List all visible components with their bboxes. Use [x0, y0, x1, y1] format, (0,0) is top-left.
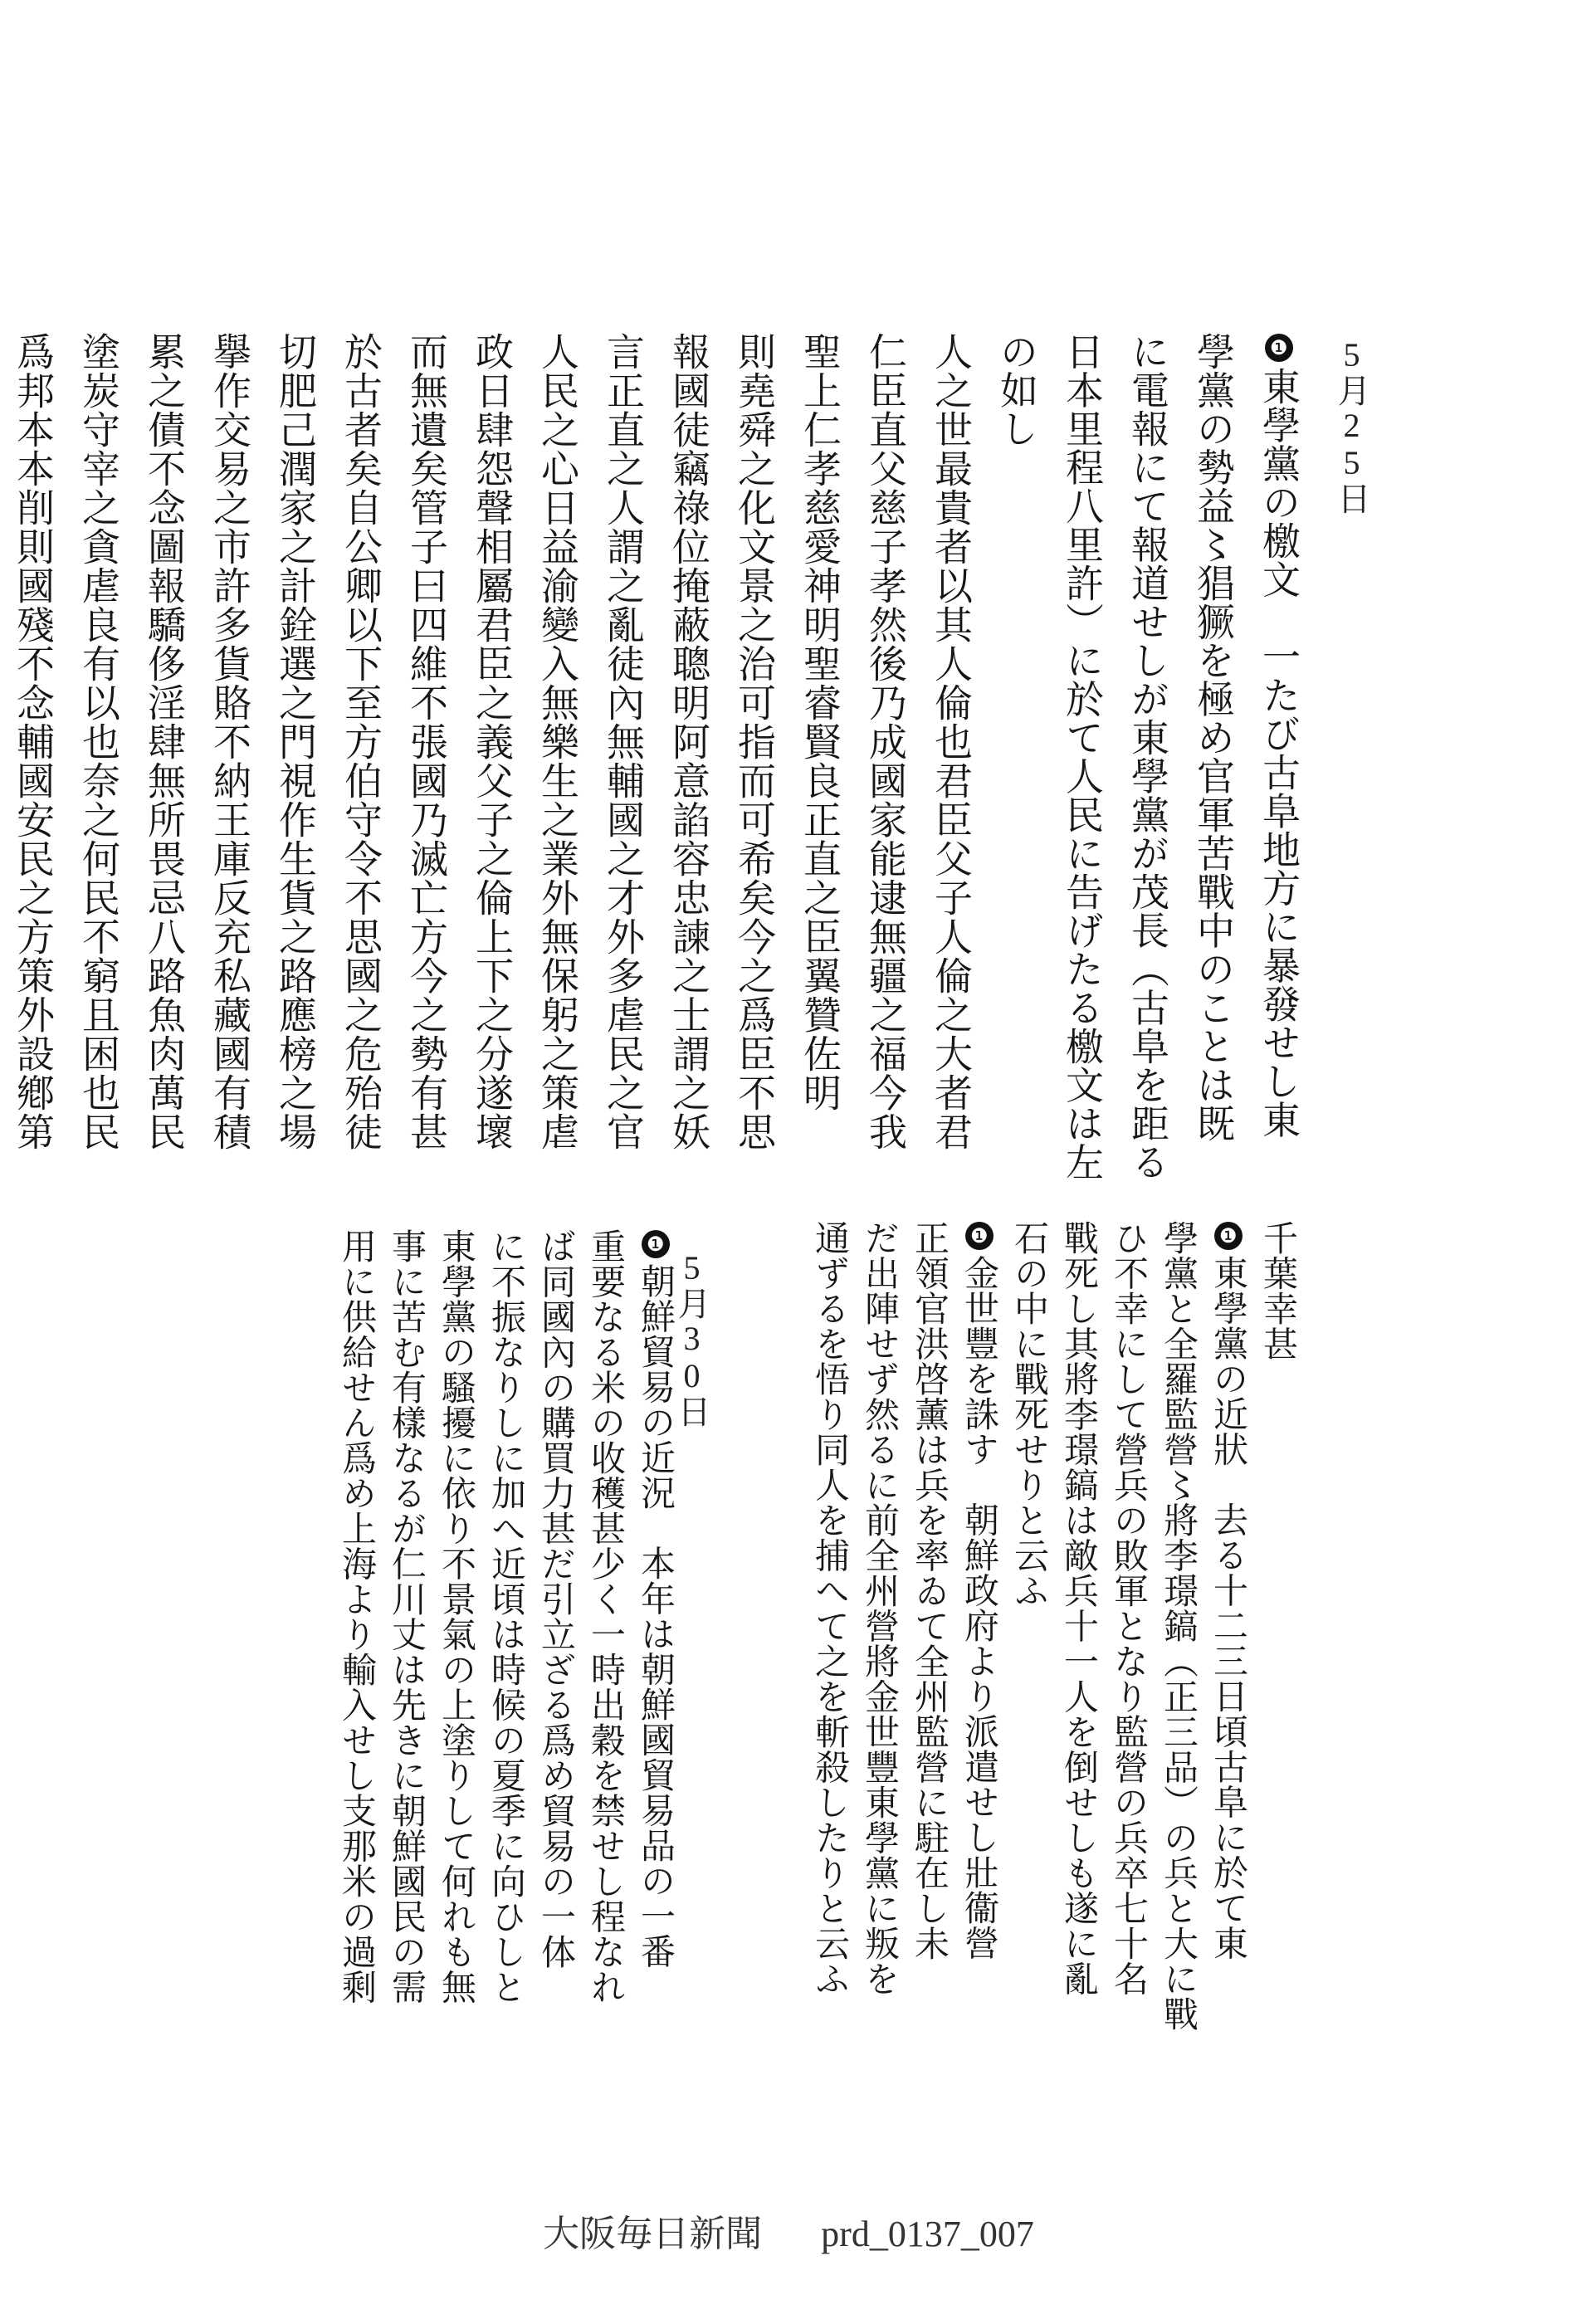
article-tonghak-status — [780, 1220, 1303, 2034]
page-footer — [0, 2204, 1577, 2257]
manifesto-column: 人之世最貴者以其人倫也君臣父子人倫之大者君 — [929, 332, 974, 1151]
manifesto-column: 聖上仁孝慈愛神明聖睿賢良正直之臣翼贊佐明 — [798, 332, 842, 1112]
manifesto-column: 累之債不念圖報驕侈淫肆無所畏忌八路魚肉萬民 — [142, 332, 187, 1151]
byline: 千葉幸甚 — [1258, 1220, 1299, 1361]
manifesto-column: 言正直之人謂之亂徒內無輔國之才外多虐民之官 — [601, 332, 646, 1151]
article-column: ば同國內の購買力甚だ引立ざる爲め貿易の一体 — [536, 1228, 577, 1970]
article-column: ❶東學黨の檄文 一たび古阜地方に暴發せし東 — [1246, 332, 1311, 1120]
article-column: 事に苦む有樣なるが仁川丈は先きに朝鮮國民の需 — [387, 1228, 427, 2004]
manifesto-column: 仁臣直父慈子孝然後乃成國家能逮無疆之福今我 — [863, 332, 908, 1151]
article-column: 戰死し其將李璟鎬は敵兵十一人を倒せしも遂に亂 — [1059, 1220, 1100, 1996]
bullet-icon: ❶ — [1214, 1222, 1243, 1250]
document-id: prd_0137_007 — [821, 2214, 1034, 2254]
article-column: 通ずるを悟り同人を捕へて之を斬殺したりと云ふ — [810, 1220, 851, 1996]
newspaper-name: 大阪毎日新聞 — [543, 2214, 763, 2254]
manifesto-column: 塗炭守宰之貪虐良有以也奈之何民不窮且困也民 — [76, 332, 121, 1151]
manifesto-column: 則堯舜之化文景之治可指而可希矣今之爲臣不思 — [732, 332, 777, 1151]
article-column: だ出陣せず然るに前全州營將金世豐東學黨に叛を — [860, 1220, 901, 1996]
article-korea-trade — [216, 1228, 681, 2034]
article-column: ❶朝鮮貿易の近況 本年は朝鮮國貿易品の一番 — [631, 1228, 681, 2034]
article-column: の如し — [994, 332, 1039, 448]
manifesto-column: 爲邦本本削則國殘不念輔國安民之方策外設鄕第 — [11, 332, 56, 1151]
date-may-30: 5月30日 — [673, 1249, 710, 1428]
article-column: 用に供給せん爲め上海より輸入せし支那米の過剩 — [337, 1228, 378, 2004]
manifesto-column: 人民之心日益渝變入無樂生之業外無保躬之策虐 — [535, 332, 580, 1151]
article-column: 學黨と全羅監營〻將李璟鎬（正三品）の兵と大に戰 — [1159, 1220, 1199, 2032]
bullet-icon: ❶ — [965, 1222, 994, 1250]
article-column: 東學黨の騷擾に依り不景氣の上塗りして何れも無 — [437, 1228, 477, 2004]
bullet-icon: ❶ — [642, 1230, 670, 1258]
bullet-icon: ❶ — [1265, 334, 1293, 362]
article-column: ひ不幸にして營兵の敗軍となり監營の兵卒七十名 — [1109, 1220, 1150, 1996]
article-column: ❶東學黨の近狀 去る十二三日頃古阜に於て東 — [1204, 1220, 1253, 2034]
manifesto-column: 而無遺矣管子曰四維不張國乃滅亡方今之勢有甚 — [404, 332, 449, 1151]
article-column: 日本里程八里許）に於て人民に告げたる檄文は左 — [1060, 332, 1105, 1181]
article-tonghak-manifesto — [11, 332, 1311, 1181]
article-column: 正領官洪啓薰は兵を率ゐて全州監營に駐在し未 — [910, 1220, 950, 1961]
manifesto-column: 於古者矣自公卿以下至方伯守令不思國之危殆徒 — [339, 332, 383, 1151]
manifesto-column: 擧作交易之市許多貨賂不納王庫反充私藏國有積 — [208, 332, 252, 1151]
article-column: 重要なる米の收穫甚少く一時出穀を禁せし程なれ — [586, 1228, 627, 2004]
article-column: に不振なりしに加へ近頃は時候の夏季に向ひしと — [486, 1228, 527, 2004]
manifesto-column: 報國徒竊祿位掩蔽聰明阿意諂容忠諫之士謂之妖 — [666, 332, 711, 1151]
article-column: に電報にて報道せしが東學黨が茂長（古阜を距る — [1125, 332, 1170, 1181]
date-may-25: 5月25日 — [1333, 336, 1370, 515]
manifesto-column: 切肥己潤家之計銓選之門視作生貨之路應榜之場 — [273, 332, 318, 1151]
article-column: 石の中に戰死せりと云ふ — [1009, 1220, 1050, 1609]
article-column: ❶金世豐を誅す 朝鮮政府より派遣せし壯衞營 — [954, 1220, 1004, 2034]
article-column: 學黨の勢益〻猖獗を極め官軍苦戰中のことは既 — [1191, 332, 1236, 1143]
manifesto-column: 政日肆怨聲相屬君臣之義父子之倫上下之分遂壞 — [470, 332, 515, 1151]
